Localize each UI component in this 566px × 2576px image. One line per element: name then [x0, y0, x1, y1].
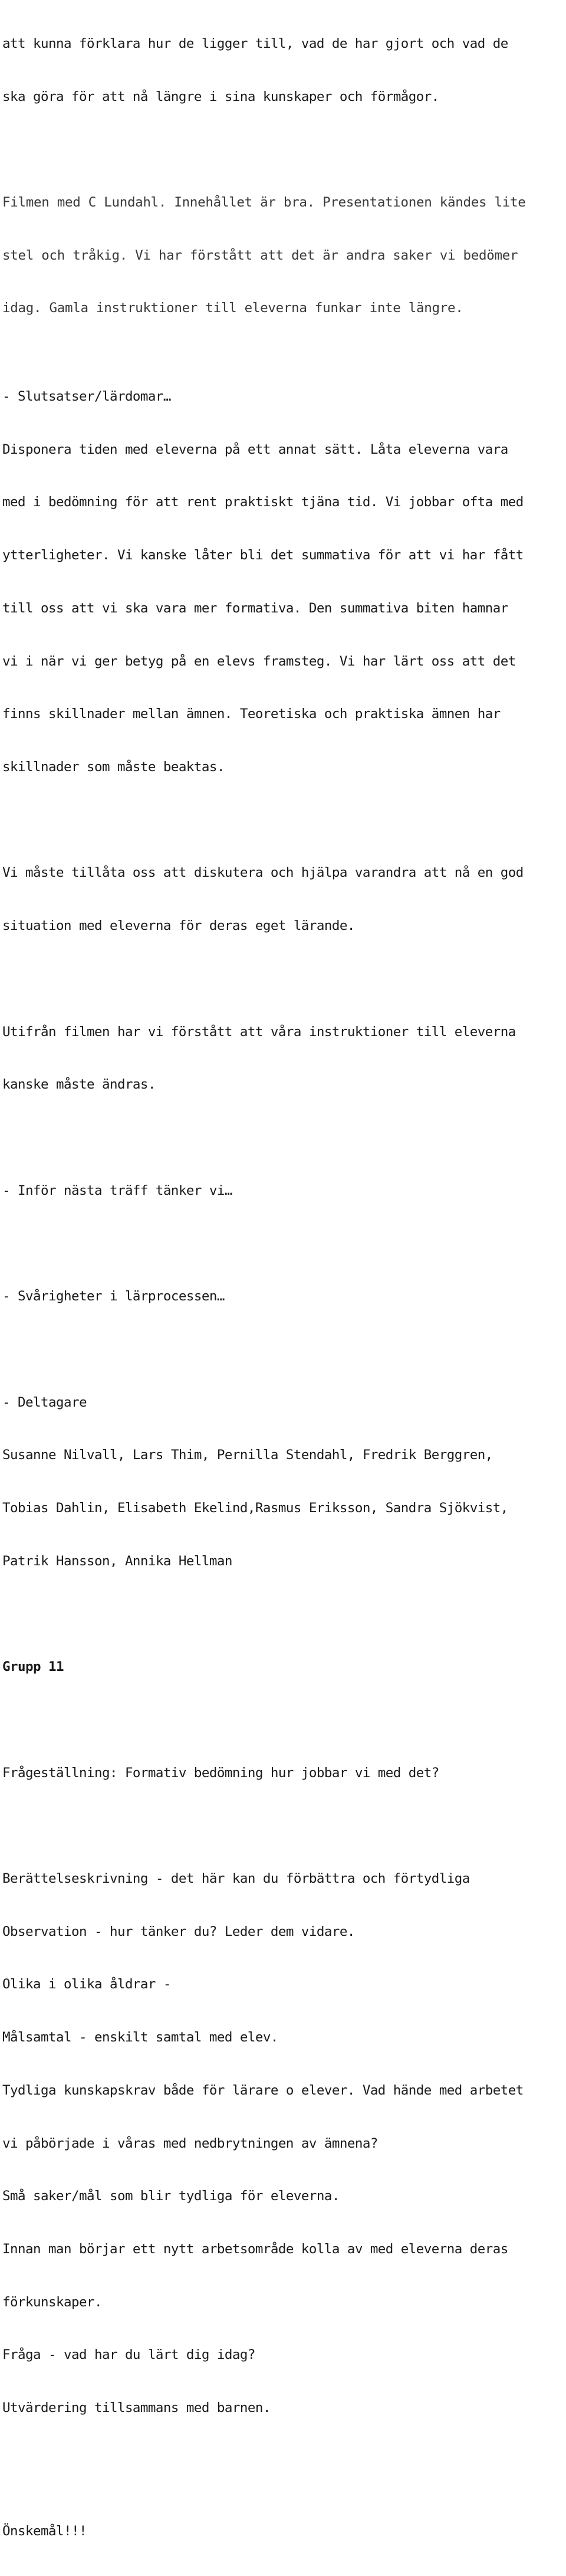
text-line: Grupp 11: [2, 1659, 64, 1675]
text-line: - Inför nästa träff tänker vi…: [2, 1182, 232, 1198]
list-item: förkunskaper.: [2, 2294, 102, 2310]
spacer: [2, 1341, 565, 1359]
text-line: - Svårigheter i lärprocessen…: [2, 1289, 225, 1305]
conclusions-paragraph: [2, 353, 565, 812]
list-item: Små saker/mål som blir tydliga för eleverna.: [2, 2188, 340, 2204]
text-line: situation med eleverna för deras eget lärande.: [2, 918, 355, 934]
text-line: Vi måste tillåta oss att diskutera och hjälpa varandra att nå en god: [2, 865, 524, 881]
spacer: [2, 1129, 565, 1147]
text-line: Filmen med C Lundahl. Innehållet är bra. Presentationen kändes lite: [2, 194, 526, 210]
question-line: [2, 1729, 565, 1818]
list-item: Berättelseskrivning - det här kan du förbättra och förtydliga: [2, 1870, 470, 1886]
section-heading-participants: - Deltagare: [2, 1394, 87, 1410]
document-page: [2, 0, 565, 2576]
spacer: [2, 2470, 565, 2488]
participant-names-line: Susanne Nilvall, Lars Thim, Pernilla Stendahl, Fredrik Berggren,: [2, 1447, 493, 1463]
list-item: Utvärdering tillsammans med barnen.: [2, 2400, 271, 2416]
text-line: med i bedömning för att rent praktiskt tjäna tid. Vi jobbar ofta med: [2, 494, 524, 510]
discuss-paragraph: [2, 830, 565, 971]
participant-names-line: Patrik Hansson, Annika Hellman: [2, 1553, 232, 1569]
participant-names-line: Tobias Dahlin, Elisabeth Ekelind,Rasmus Eriksson, Sandra Sjökvist,: [2, 1500, 508, 1516]
text-line: Önskemål!!!: [2, 2523, 87, 2539]
text-line: stel och tråkig. Vi har förstått att det är andra saker vi bedömer: [2, 247, 518, 263]
spacer: [2, 971, 565, 988]
spacer: [2, 2453, 565, 2470]
list-item: Olika i olika åldrar -: [2, 1977, 171, 1992]
text-line: att kunna förklara hur de ligger till, vad de har gjort och vad de: [2, 35, 508, 51]
spacer: [2, 141, 565, 159]
text-line: ska göra för att nå längre i sina kunskaper och förmågor.: [2, 89, 439, 104]
text-line: till oss att vi ska vara mer formativa. Den summativa biten hamnar: [2, 600, 508, 616]
list-item: vi påbörjade i våras med nedbrytningen av ämnena?: [2, 2135, 378, 2151]
text-line: Disponera tiden med eleverna på ett annat sätt. Låta eleverna vara: [2, 441, 508, 457]
spacer: [2, 812, 565, 830]
section-heading-conclusions: - Slutsatser/lärdomar…: [2, 388, 171, 404]
intro-paragraph: [2, 0, 565, 141]
text-line: Utifrån filmen har vi förstått att våra instruktioner till eleverna: [2, 1024, 516, 1040]
text-line: kanske måste ändras.: [2, 1077, 156, 1093]
instructions-paragraph: [2, 988, 565, 1129]
list-item: Fråga - vad har du lärt dig idag?: [2, 2347, 255, 2363]
spacer: [2, 1712, 565, 1729]
film-paragraph: [2, 159, 565, 353]
text-line: ytterligheter. Vi kanske låter bli det summativa för att vi har fått: [2, 548, 524, 563]
text-line: Frågeställning: Formativ bedömning hur jobbar vi med det?: [2, 1765, 439, 1781]
list-item: Observation - hur tänker du? Leder dem vidare.: [2, 1923, 355, 1939]
list-item: Tydliga kunskapskrav både för lärare o elever. Vad hände med arbetet: [2, 2082, 524, 2098]
participants-paragraph: [2, 1359, 565, 1606]
spacer: [2, 1235, 565, 1253]
spacer: [2, 1605, 565, 1623]
list-item: Målsamtal - enskilt samtal med elev.: [2, 2030, 278, 2046]
spacer: [2, 1817, 565, 1835]
text-line: skillnader som måste beaktas.: [2, 759, 225, 775]
next-meeting-heading: [2, 1147, 565, 1235]
group-heading: [2, 1623, 565, 1712]
wishes-heading: [2, 2488, 565, 2576]
text-line: finns skillnader mellan ämnen. Teoretiska och praktiska ämnen har: [2, 706, 501, 722]
difficulties-heading: [2, 1253, 565, 1341]
list-item: Innan man börjar ett nytt arbetsområde kolla av med eleverna deras: [2, 2241, 508, 2257]
text-line: vi i när vi ger betyg på en elevs framsteg. Vi har lärt oss att det: [2, 653, 516, 669]
text-line: idag. Gamla instruktioner till eleverna funkar inte längre.: [2, 300, 463, 316]
notes-list: [2, 1835, 565, 2453]
